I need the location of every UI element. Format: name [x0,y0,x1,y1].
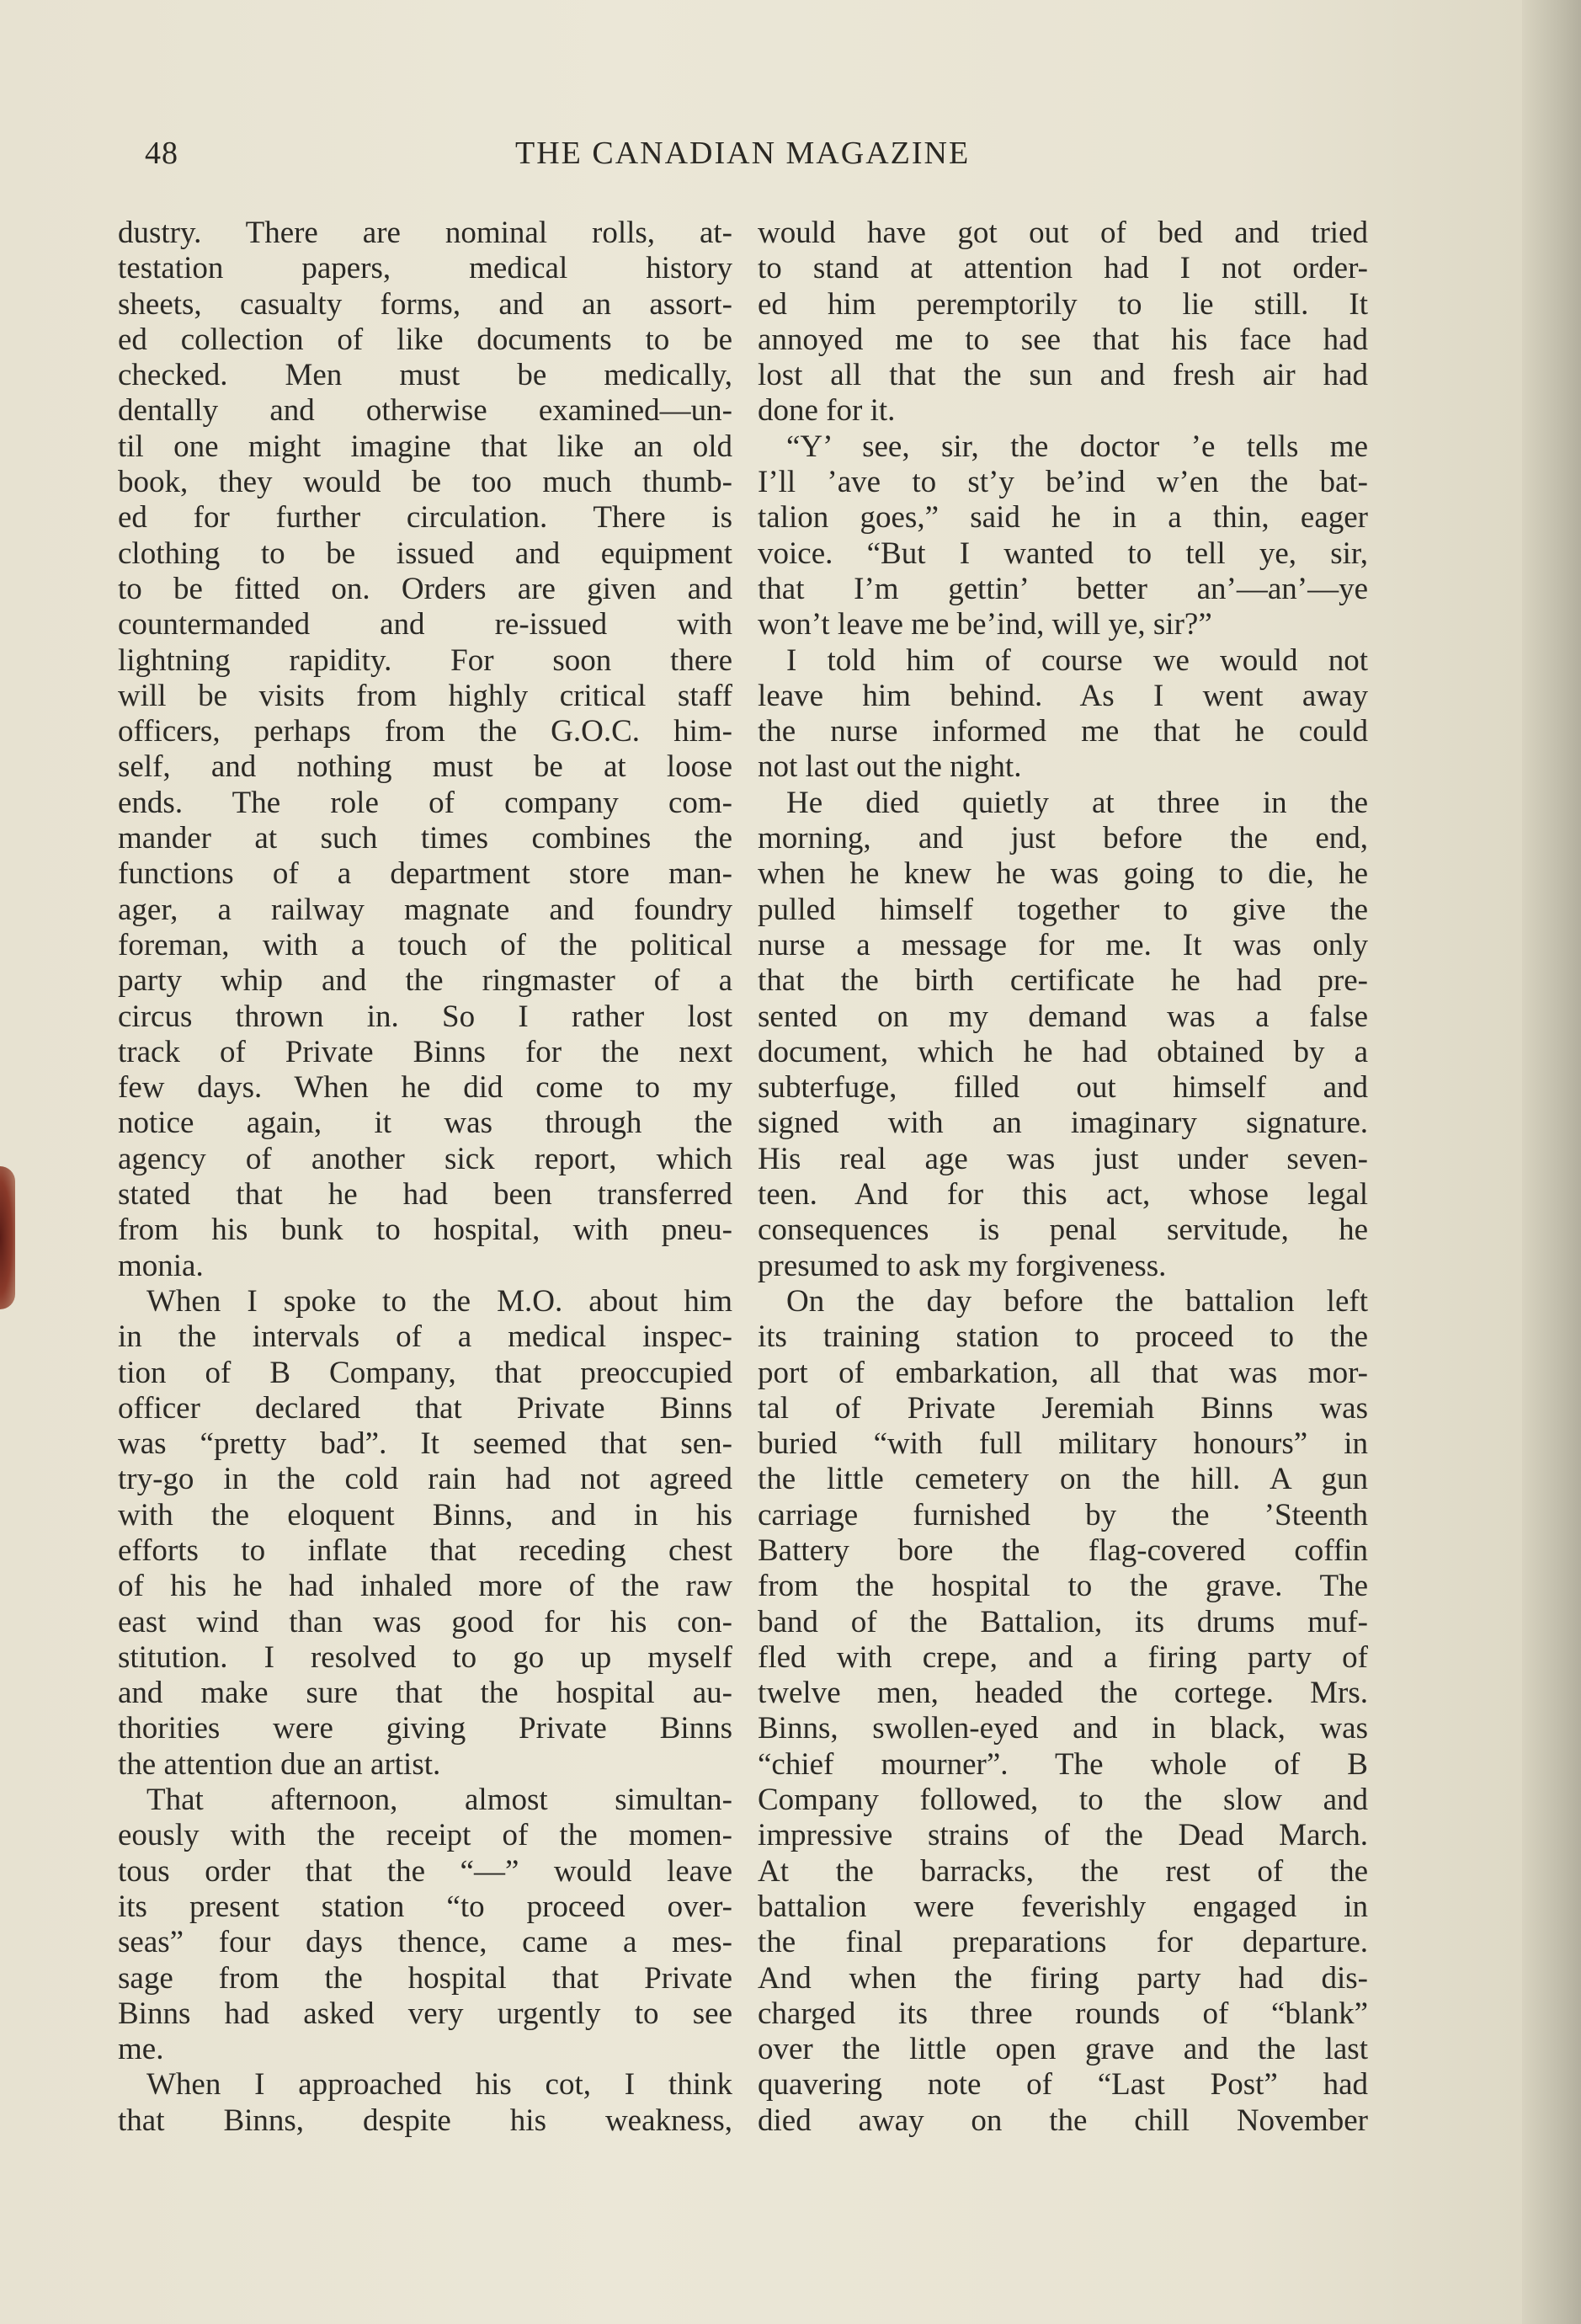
text-line: I told him of course we would not [786,642,1368,678]
text-line: On the day before the battalion left [786,1283,1368,1319]
text-line: functions of a department store man- [118,856,732,892]
text-line: not last out the night. [758,749,1022,785]
text-line: officer declared that Private Binns [118,1390,732,1426]
text-line: tion of B Company, that preoccupied [118,1355,732,1390]
text-line: done for it. [758,393,896,429]
text-line: self, and nothing must be at loose [118,749,732,785]
text-line: was “pretty bad”. It seemed that sen- [118,1426,732,1462]
text-line: book, they would be too much thumb- [118,465,732,500]
text-line: ed for further circulation. There is [118,500,732,536]
text-line: officers, perhaps from the G.O.C. him- [118,714,732,749]
bookmark-tab [0,1166,15,1309]
text-line: testation papers, medical history [118,251,732,286]
text-line: fled with crepe, and a firing party of [758,1639,1368,1675]
text-line: notice again, it was through the [118,1106,732,1141]
text-line: lost all that the sun and fresh air had [758,358,1368,393]
text-line: When I spoke to the M.O. about him [146,1283,732,1319]
text-line: the little cemetery on the hill. A gun [758,1462,1368,1497]
text-line: circus thrown in. So I rather lost [118,999,732,1034]
text-line: and make sure that the hospital au- [118,1676,732,1711]
left-text-column [118,216,732,2139]
text-line: of his he had inhaled more of the raw [118,1569,732,1604]
text-line: leave him behind. As I went away [758,678,1368,713]
text-line: morning, and just before the end, [758,821,1368,856]
text-line: signed with an imaginary signature. [758,1106,1368,1141]
text-line: stated that he had been transferred [118,1177,732,1213]
text-line: Binns had asked very urgently to see [118,1996,732,2031]
text-line: tous order that the “—” would leave [118,1853,732,1889]
text-line: sheets, casualty forms, and an assort- [118,286,732,322]
text-line: efforts to inflate that receding chest [118,1532,732,1568]
text-line: impressive strains of the Dead March. [758,1818,1368,1853]
text-line: ager, a railway magnate and foundry [118,892,732,927]
text-line: talion goes,” said he in a thin, eager [758,500,1368,536]
text-line: ends. The role of company com- [118,785,732,820]
text-line: buried “with full military honours” in [758,1426,1368,1462]
text-line: annoyed me to see that his face had [758,322,1368,357]
text-line: I’ll ’ave to st’y be’ind w’en the bat- [758,465,1368,500]
text-line: eously with the receipt of the momen- [118,1818,732,1853]
text-line: mander at such times combines the [118,821,732,856]
text-line: dentally and otherwise examined—un- [118,393,732,429]
text-line: over the little open grave and the last [758,2032,1368,2067]
text-line: His real age was just under seven- [758,1141,1368,1176]
page-number: 48 [145,136,178,171]
text-line: countermanded and re-issued with [118,607,732,642]
text-line: Company followed, to the slow and [758,1783,1368,1818]
text-line: Binns, swollen-eyed and in black, was [758,1711,1368,1746]
text-line: foreman, with a touch of the political [118,927,732,962]
text-line: charged its three rounds of “blank” [758,1996,1368,2031]
text-line: clothing to be issued and equipment [118,536,732,571]
text-line: stitution. I resolved to go up myself [118,1639,732,1675]
text-line: in the intervals of a medical inspec- [118,1319,732,1355]
page-edge-shadow [1522,0,1581,2324]
text-line: to stand at attention had I not order- [758,251,1368,286]
text-line: twelve men, headed the cortege. Mrs. [758,1676,1368,1711]
text-line: teen. And for this act, whose legal [758,1177,1368,1213]
running-header [145,135,1046,182]
text-line: when he knew he was going to die, he [758,856,1368,892]
text-line: few days. When he did come to my [118,1070,732,1106]
text-line: the nurse informed me that he could [758,714,1368,749]
text-line: its training station to proceed to the [758,1319,1368,1355]
text-line: quavering note of “Last Post” had [758,2067,1368,2103]
text-line: band of the Battalion, its drums muf- [758,1604,1368,1639]
text-line: would have got out of bed and tried [758,216,1368,250]
text-line: ed him peremptorily to lie still. It [758,286,1368,322]
text-line: port of embarkation, all that was mor- [758,1355,1368,1390]
text-line: to be fitted on. Orders are given and [118,571,732,606]
magazine-title: THE CANADIAN MAGAZINE [515,136,971,171]
text-line: ed collection of like documents to be [118,322,732,357]
text-line: checked. Men must be medically, [118,358,732,393]
text-line: party whip and the ringmaster of a [118,963,732,999]
text-line: When I approached his cot, I think [146,2067,732,2103]
text-line: carriage furnished by the ’Steenth [758,1497,1368,1532]
text-line: died away on the chill November [758,2103,1368,2138]
text-line: He died quietly at three in the [786,785,1368,820]
text-line: That afternoon, almost simultan- [146,1783,732,1818]
text-line: its present station “to proceed over- [118,1889,732,1924]
text-line: agency of another sick report, which [118,1141,732,1176]
text-line: the final preparations for departure. [758,1925,1368,1960]
text-line: from his bunk to hospital, with pneu- [118,1213,732,1248]
text-line: And when the firing party had dis- [758,1960,1368,1996]
text-line: will be visits from highly critical staff [118,678,732,713]
text-line: pulled himself together to give the [758,892,1368,927]
text-line: that the birth certificate he had pre- [758,963,1368,999]
text-line: sage from the hospital that Private [118,1960,732,1996]
text-line: thorities were giving Private Binns [118,1711,732,1746]
text-line: til one might imagine that like an old [118,429,732,464]
text-line: Battery bore the flag-covered coffin [758,1532,1368,1568]
text-line: nurse a message for me. It was only [758,927,1368,962]
text-line: tal of Private Jeremiah Binns was [758,1390,1368,1426]
text-line: try-go in the cold rain had not agreed [118,1462,732,1497]
text-line: from the hospital to the grave. The [758,1569,1368,1604]
text-line: At the barracks, the rest of the [758,1853,1368,1889]
text-line: battalion were feverishly engaged in [758,1889,1368,1924]
text-line: voice. “But I wanted to tell ye, sir, [758,536,1368,571]
text-line: consequences is penal servitude, he [758,1213,1368,1248]
text-line: east wind than was good for his con- [118,1604,732,1639]
text-line: monia. [118,1248,204,1283]
text-line: dustry. There are nominal rolls, at- [118,216,732,250]
right-text-column [758,216,1368,2139]
text-line: the attention due an artist. [118,1746,441,1782]
text-line: track of Private Binns for the next [118,1034,732,1069]
text-line: that I’m gettin’ better an’—an’—ye [758,571,1368,606]
text-line: won’t leave me be’ind, will ye, sir?” [758,607,1212,642]
text-line: lightning rapidity. For soon there [118,642,732,678]
text-line: me. [118,2032,164,2067]
text-line: document, which he had obtained by a [758,1034,1368,1069]
text-line: with the eloquent Binns, and in his [118,1497,732,1532]
text-line: presumed to ask my forgiveness. [758,1248,1167,1283]
text-line: “chief mourner”. The whole of B [758,1746,1368,1782]
text-line: sented on my demand was a false [758,999,1368,1034]
text-line: seas” four days thence, came a mes- [118,1925,732,1960]
text-line: subterfuge, filled out himself and [758,1070,1368,1106]
text-line: “Y’ see, sir, the doctor ’e tells me [786,429,1368,464]
text-line: that Binns, despite his weakness, [118,2103,732,2138]
